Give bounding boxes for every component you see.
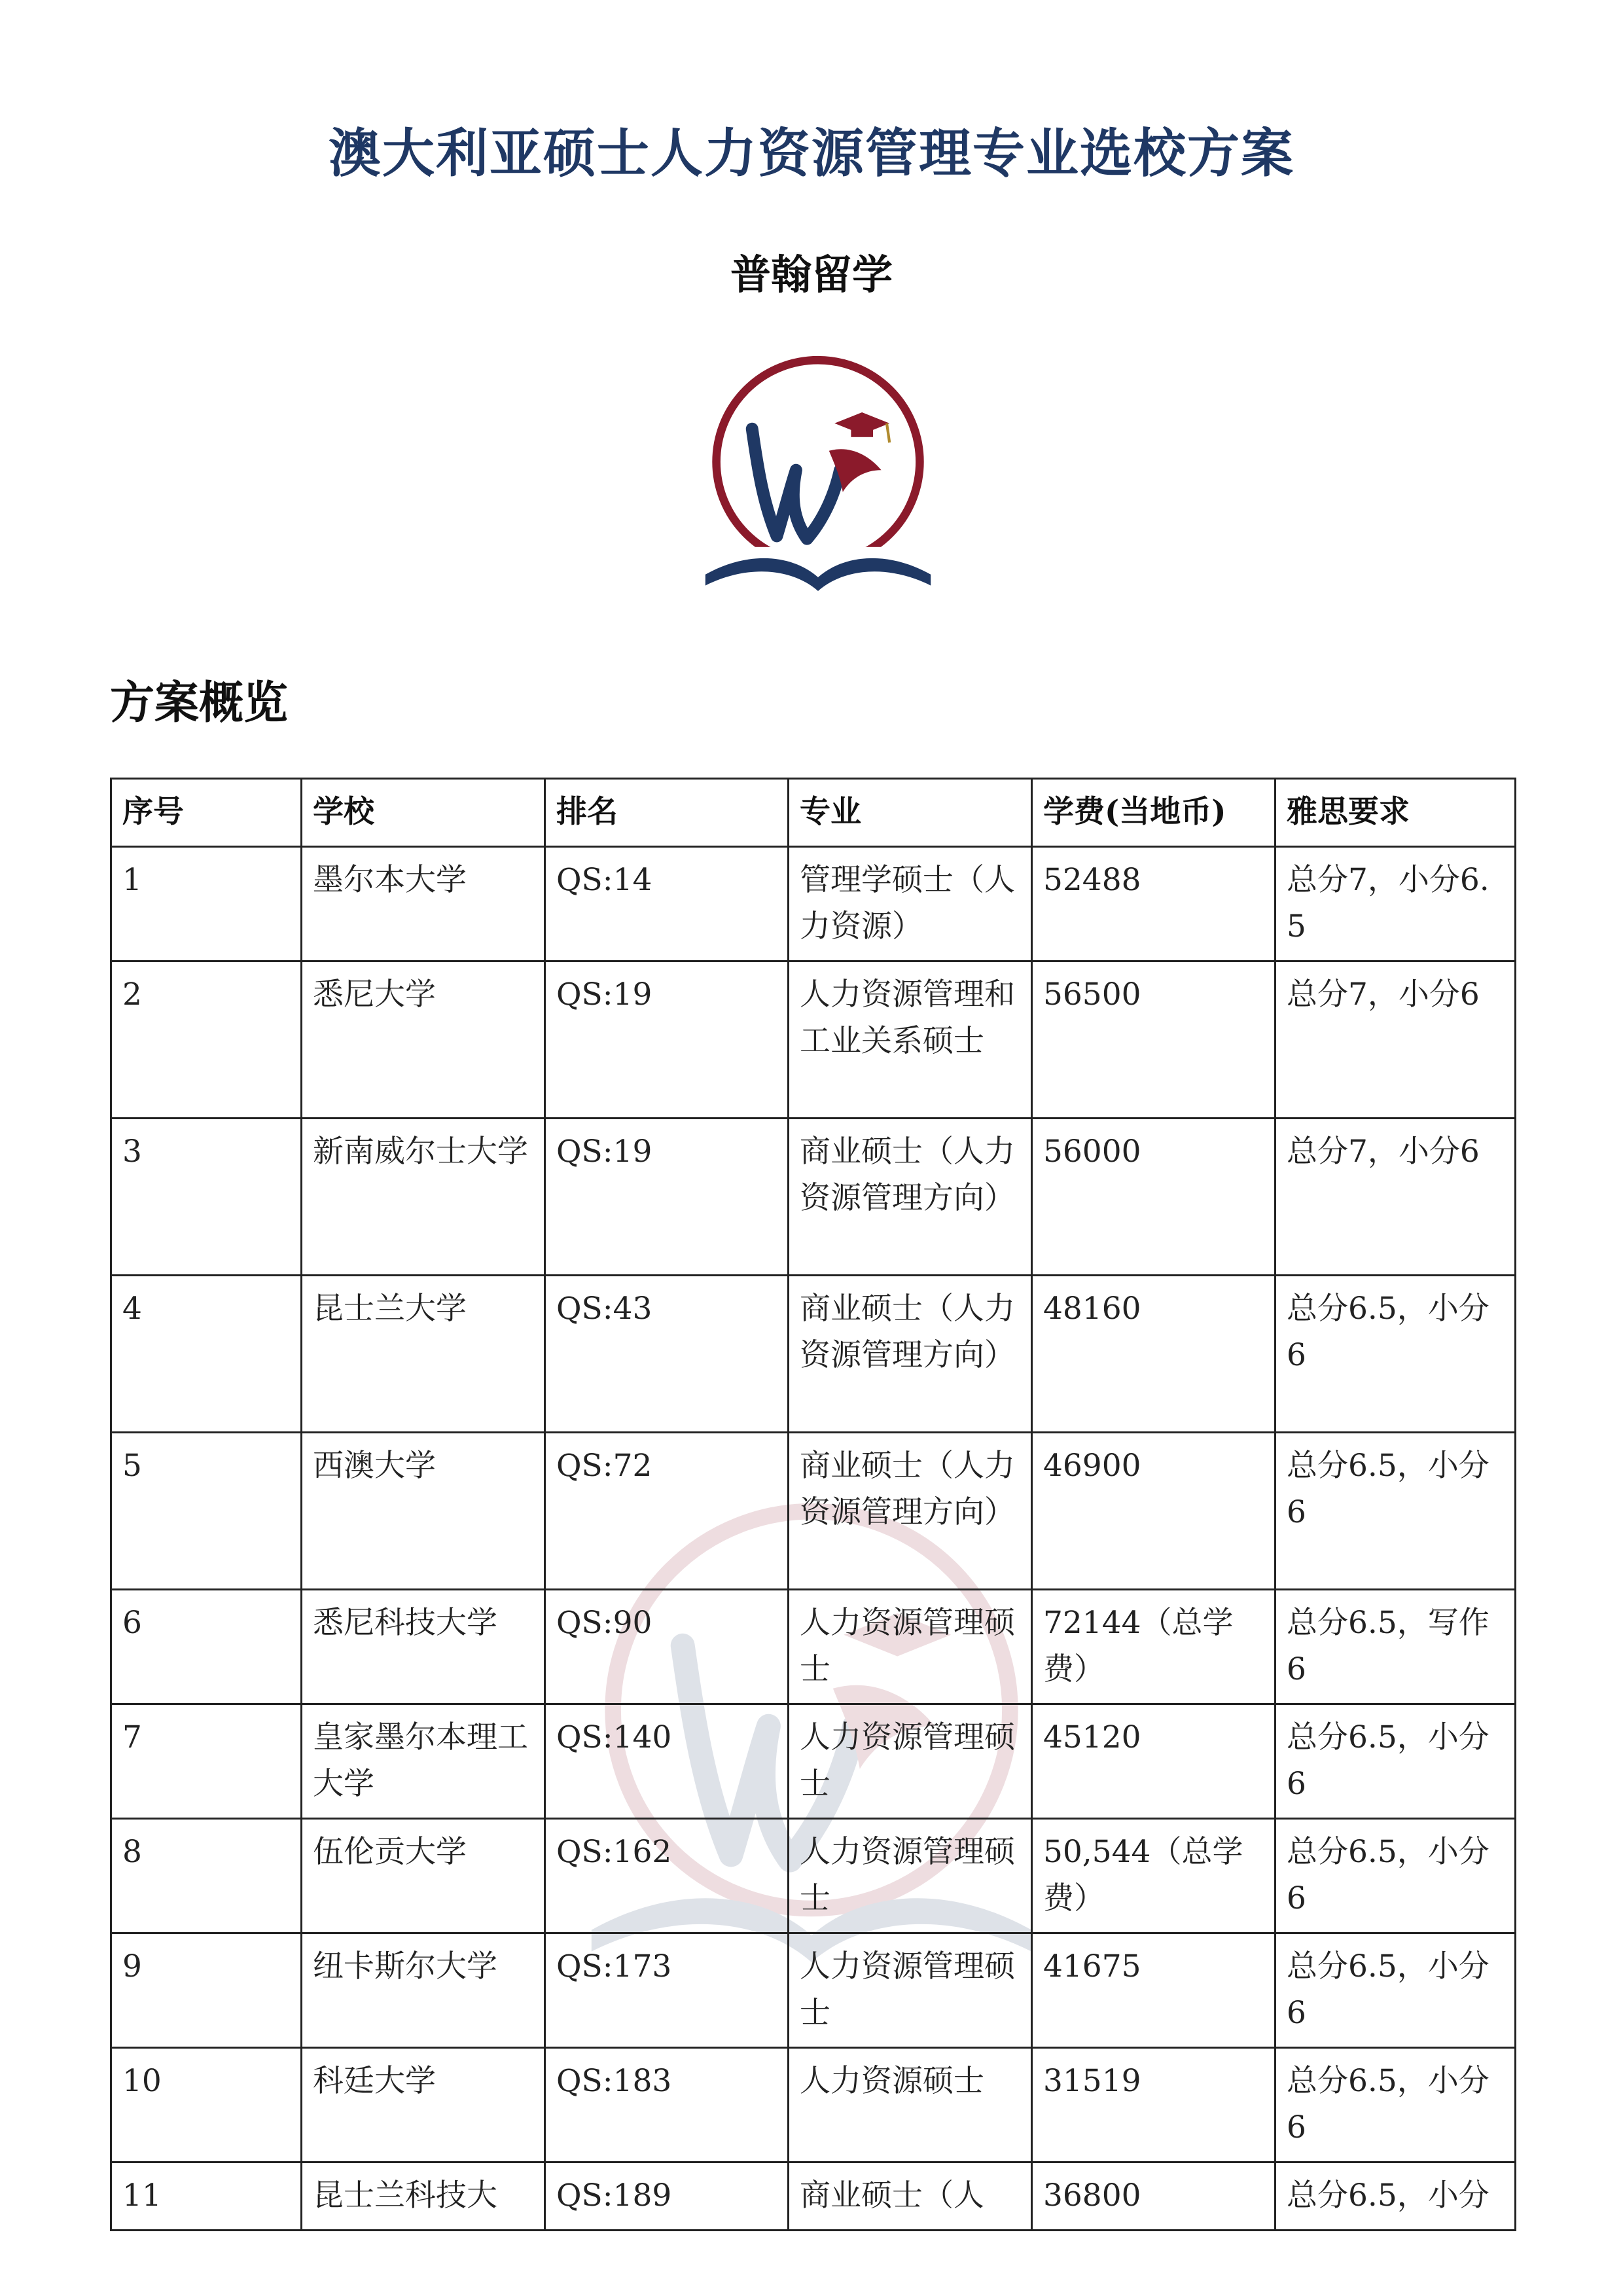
- header-ielts: 雅思要求: [1275, 779, 1516, 847]
- table-row: [111, 1119, 1516, 1276]
- header-tuition: 学费(当地币): [1032, 779, 1275, 847]
- cell-major: 商业硕士（人: [789, 2162, 1032, 2231]
- cell-ranking: QS:19: [545, 1119, 789, 1276]
- cell-ranking: QS:140: [545, 1704, 789, 1819]
- cell-tuition: 41675: [1032, 1933, 1275, 2048]
- table-row: [111, 961, 1516, 1119]
- cell-ranking: QS:183: [545, 2048, 789, 2162]
- cell-major: 人力资源管理和工业关系硕士: [789, 961, 1032, 1119]
- cell-index: 10: [111, 2048, 302, 2162]
- cell-school: 昆士兰大学: [302, 1276, 545, 1433]
- cell-major: 商业硕士（人力资源管理方向）: [789, 1433, 1032, 1590]
- cell-ranking: QS:19: [545, 961, 789, 1119]
- cell-tuition: 50,544（总学费）: [1032, 1819, 1275, 1933]
- cell-major: 管理学硕士（人力资源）: [789, 847, 1032, 961]
- cell-ielts: 总分6.5，小分6: [1275, 1933, 1516, 2048]
- cell-tuition: 52488: [1032, 847, 1275, 961]
- cell-ranking: QS:90: [545, 1590, 789, 1704]
- cell-index: 9: [111, 1933, 302, 2048]
- cell-ranking: QS:43: [545, 1276, 789, 1433]
- cell-school: 伍伦贡大学: [302, 1819, 545, 1933]
- header-index: 序号: [111, 779, 302, 847]
- table-row: [111, 1704, 1516, 1819]
- overview-table: [110, 778, 1516, 2231]
- cell-tuition: 56500: [1032, 961, 1275, 1119]
- table-row: [111, 1590, 1516, 1704]
- cell-index: 3: [111, 1119, 302, 1276]
- cell-tuition: 48160: [1032, 1276, 1275, 1433]
- cell-ranking: QS:173: [545, 1933, 789, 2048]
- cell-index: 7: [111, 1704, 302, 1819]
- agency-name: 普翰留学: [730, 251, 893, 298]
- cell-school: 西澳大学: [302, 1433, 545, 1590]
- table-row: [111, 847, 1516, 961]
- table-row: [111, 1276, 1516, 1433]
- cell-major: 人力资源管理硕士: [789, 1819, 1032, 1933]
- cell-school: 墨尔本大学: [302, 847, 545, 961]
- header-school: 学校: [302, 779, 545, 847]
- cell-index: 6: [111, 1590, 302, 1704]
- cell-ielts: 总分6.5，小分6: [1275, 1433, 1516, 1590]
- cell-index: 4: [111, 1276, 302, 1433]
- cell-index: 2: [111, 961, 302, 1119]
- cell-tuition: 46900: [1032, 1433, 1275, 1590]
- cell-major: 商业硕士（人力资源管理方向）: [789, 1276, 1032, 1433]
- cell-index: 11: [111, 2162, 302, 2231]
- cell-ielts: 总分6.5，小分6: [1275, 1276, 1516, 1433]
- cell-ielts: 总分7，小分6.5: [1275, 847, 1516, 961]
- cell-tuition: 36800: [1032, 2162, 1275, 2231]
- cell-ranking: QS:189: [545, 2162, 789, 2231]
- cell-major: 人力资源硕士: [789, 2048, 1032, 2162]
- cell-major: 人力资源管理硕士: [789, 1933, 1032, 2048]
- cell-ielts: 总分6.5，小分: [1275, 2162, 1516, 2231]
- cell-school: 纽卡斯尔大学: [302, 1933, 545, 2048]
- cell-index: 1: [111, 847, 302, 961]
- cell-ielts: 总分7，小分6: [1275, 1119, 1516, 1276]
- cell-tuition: 72144（总学费）: [1032, 1590, 1275, 1704]
- cell-school: 皇家墨尔本理工大学: [302, 1704, 545, 1819]
- cell-ranking: QS:14: [545, 847, 789, 961]
- cell-ielts: 总分7，小分6: [1275, 961, 1516, 1119]
- cell-school: 昆士兰科技大: [302, 2162, 545, 2231]
- cell-school: 新南威尔士大学: [302, 1119, 545, 1276]
- cell-ranking: QS:72: [545, 1433, 789, 1590]
- cell-school: 悉尼大学: [302, 961, 545, 1119]
- page-title: 澳大利亚硕士人力资源管理专业选校方案: [329, 122, 1294, 184]
- cell-tuition: 45120: [1032, 1704, 1275, 1819]
- table-row: [111, 2162, 1516, 2231]
- table-row: [111, 2048, 1516, 2162]
- cell-school: 悉尼科技大学: [302, 1590, 545, 1704]
- section-heading: 方案概览: [110, 677, 289, 729]
- cell-major: 人力资源管理硕士: [789, 1704, 1032, 1819]
- table-row: [111, 1433, 1516, 1590]
- cell-index: 5: [111, 1433, 302, 1590]
- header-major: 专业: [789, 779, 1032, 847]
- table-row: [111, 1933, 1516, 2048]
- cell-school: 科廷大学: [302, 2048, 545, 2162]
- cell-ielts: 总分6.5，小分6: [1275, 2048, 1516, 2162]
- cell-ranking: QS:162: [545, 1819, 789, 1933]
- cell-major: 人力资源管理硕士: [789, 1590, 1032, 1704]
- cell-tuition: 56000: [1032, 1119, 1275, 1276]
- table-header-row: [111, 779, 1516, 847]
- cell-ielts: 总分6.5，小分6: [1275, 1704, 1516, 1819]
- cell-tuition: 31519: [1032, 2048, 1275, 2162]
- cell-ielts: 总分6.5，写作6: [1275, 1590, 1516, 1704]
- cell-index: 8: [111, 1819, 302, 1933]
- table-row: [111, 1819, 1516, 1933]
- cell-major: 商业硕士（人力资源管理方向）: [789, 1119, 1032, 1276]
- cell-ielts: 总分6.5，小分6: [1275, 1819, 1516, 1933]
- graduation-book-logo: [681, 344, 955, 619]
- header-ranking: 排名: [545, 779, 789, 847]
